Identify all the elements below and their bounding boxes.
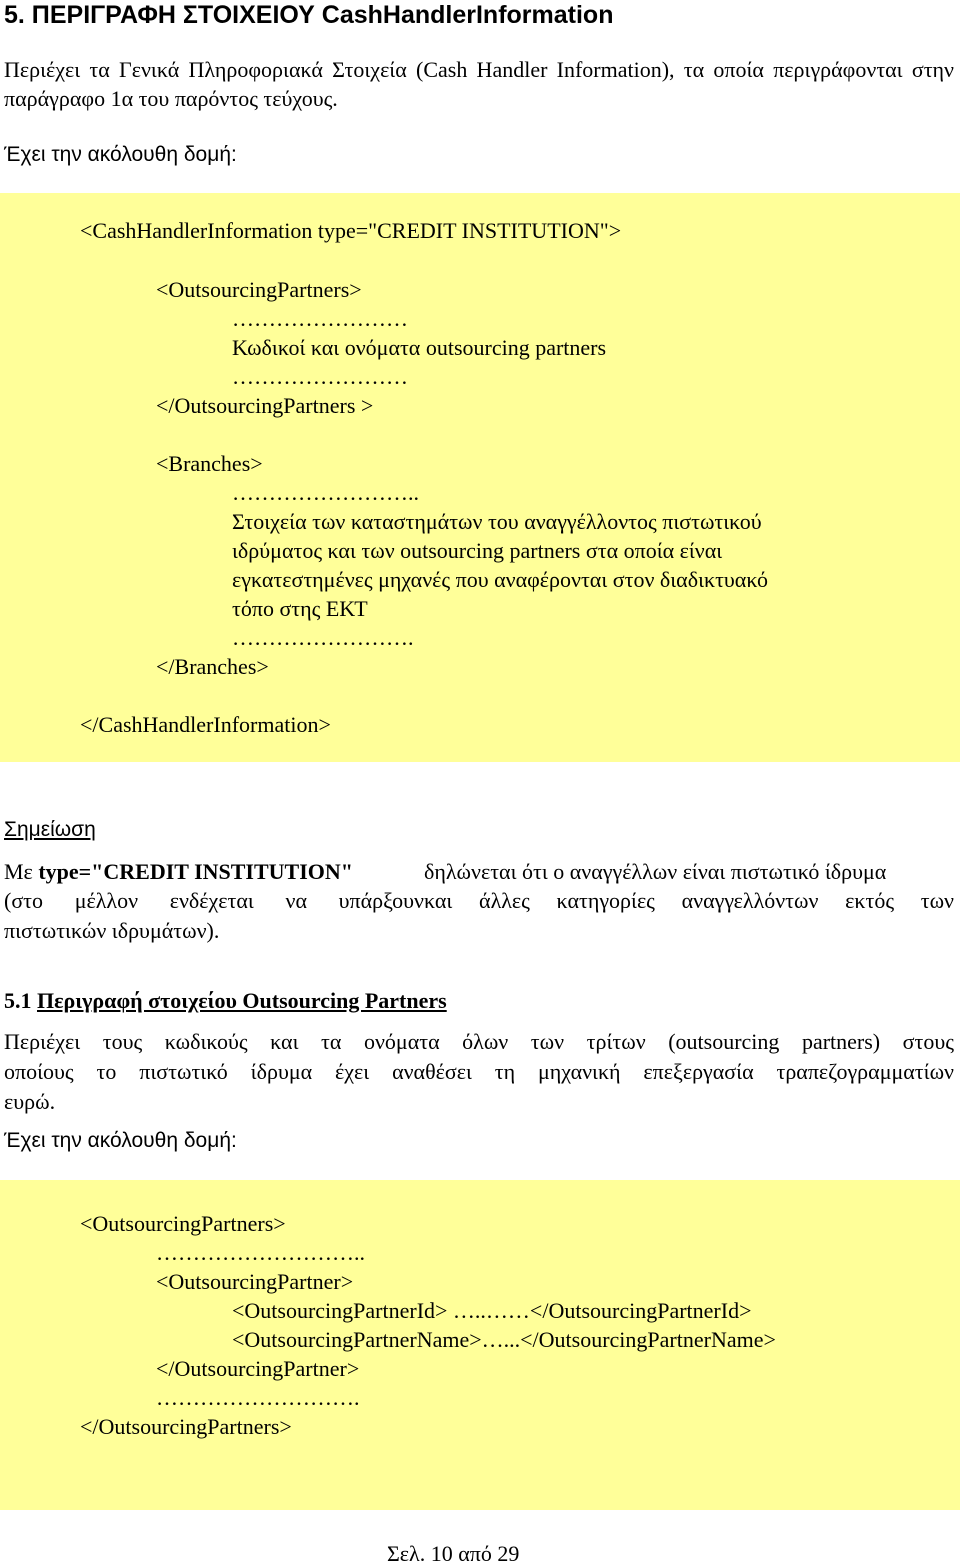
intro-paragraph: Περιέχει τα Γενικά Πληροφοριακά Στοιχεία (Cash Handler Information), τα οποία περιγράφονται στην παράγραφο 1α του παρόντος τεύχους. [4,57,954,111]
subsection-title: Περιγραφή στοιχείου Outsourcing Partners [37,988,447,1013]
subsection-body-2: οποίους το πιστωτικό ίδρυμα έχει αναθέσει τη μηχανική επεξεργασία τραπεζογραμματίων [4,1059,954,1084]
code2-line-7: ………………………. [156,1385,360,1410]
code-branches-desc-1: Στοιχεία των καταστημάτων του αναγγέλλοντος πιστωτικού [232,509,762,534]
page-footer: Σελ. 10 από 29 [387,1541,520,1566]
note-line-3: πιστωτικών ιδρυμάτων). [4,918,220,943]
code2-line-6: </OutsourcingPartner> [156,1356,360,1381]
code2-line-2: ……………………….. [156,1240,365,1265]
code-branches-desc-2: ιδρύματος και των outsourcing partners στα οποία είναι [232,538,723,563]
code-op-desc: Κωδικοί και ονόματα outsourcing partners [232,335,607,360]
code-block-cash-handler [0,193,960,762]
note-col2-line2: και άλλες κατηγορίες αναγγελλόντων εκτός των [424,888,954,913]
structure-label: Έχει την ακόλουθη δομή: [4,143,237,166]
code-branches-open: <Branches> [156,451,263,476]
note-title: Σημείωση [4,818,96,841]
code-branches-close: </Branches> [156,654,269,679]
code-op-dots-2: …………………… [232,364,408,389]
code-op-open: <OutsourcingPartners> [156,277,362,302]
note-line-2 [4,886,954,915]
code-open-tag: <CashHandlerInformation type="CREDIT INSTITUTION"> [80,218,622,243]
code-branches-desc-3: εγκατεστημένες μηχανές που αναφέρονται στον διαδικτυακό [232,567,768,592]
code-branches-dots-1: …………………….. [232,480,419,505]
note-col2-line1: δηλώνεται ότι ο αναγγέλλων είναι πιστωτικό ίδρυμα [424,859,887,884]
code-op-close: </OutsourcingPartners > [156,393,374,418]
code-branches-desc-4: τόπο στης ΕΚΤ [232,596,368,621]
subsection-body-1: Περιέχει τους κωδικούς και τα ονόματα όλων των τρίτων (outsourcing partners) στους [4,1029,954,1054]
section-heading: 5. ΠΕΡΙΓΡΑΦΗ ΣΤΟΙΧΕΙΟΥ CashHandlerInformation [4,1,614,29]
code2-line-1: <OutsourcingPartners> [80,1211,286,1236]
code2-line-3: <OutsourcingPartner> [156,1269,354,1294]
code2-line-5: <OutsourcingPartnerName>…...</OutsourcingPartnerName> [232,1327,776,1352]
subsection-body-3: ευρώ. [4,1089,56,1114]
note-line-1 [4,857,954,886]
subsection-number: 5.1 [4,988,32,1013]
code-branches-dots-2: ……………………. [232,625,414,650]
code2-line-8: </OutsourcingPartners> [80,1414,292,1439]
note-prefix: Με [4,859,39,884]
structure-label-2: Έχει την ακόλουθη δομή: [4,1129,237,1152]
code-op-dots-1: …………………… [232,306,408,331]
subsection-heading [4,986,447,1016]
code2-line-4: <OutsourcingPartnerId> …..……</OutsourcingPartnerId> [232,1298,752,1323]
code-block-outsourcing [0,1180,960,1510]
note-type-bold: type="CREDIT INSTITUTION" [38,859,353,884]
note-col1-line1 [4,857,424,886]
note-col1-line2: (στο μέλλον ενδέχεται να υπάρξουν [4,888,424,913]
code-close-tag: </CashHandlerInformation> [80,712,331,737]
